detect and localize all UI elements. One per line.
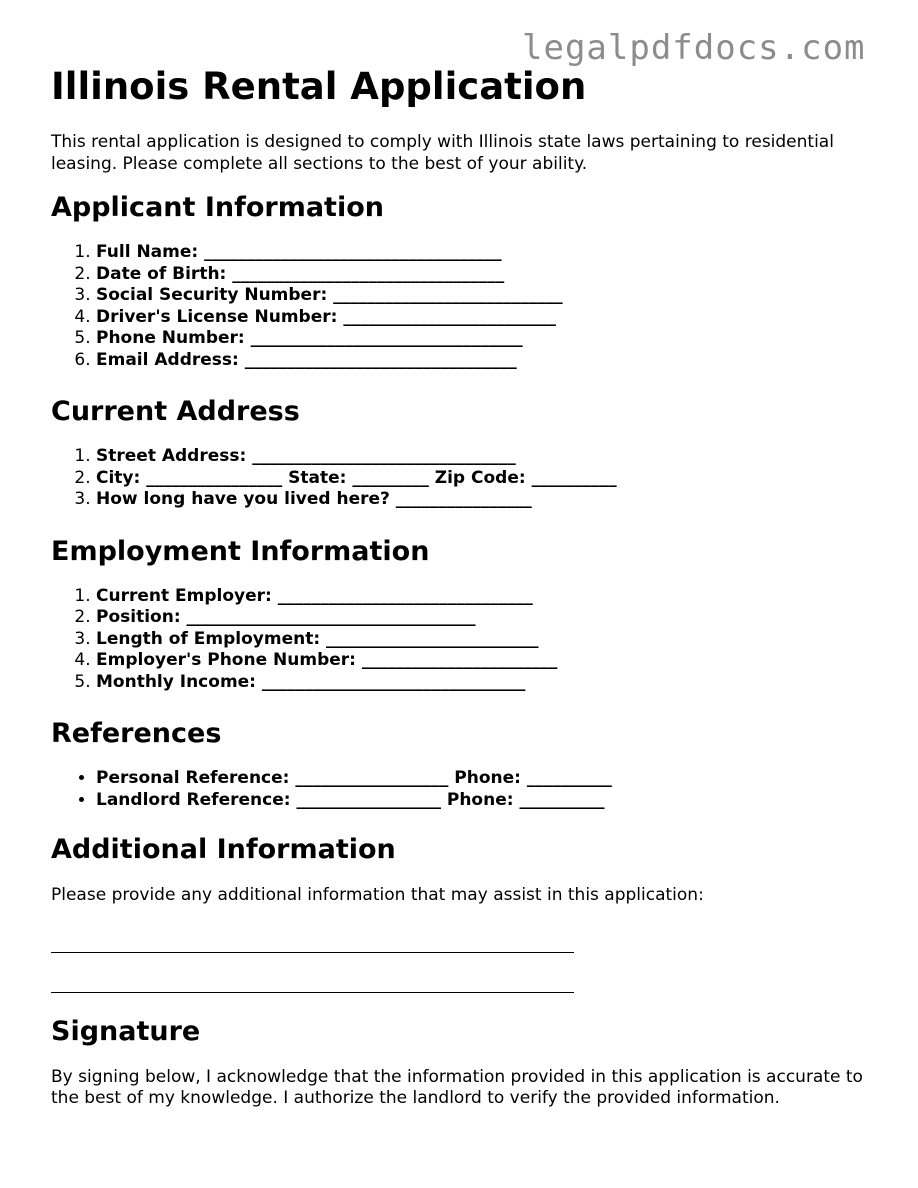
field-employer-phone[interactable]: 4. Employer's Phone Number: _______________________ [96, 650, 881, 672]
field-ssn[interactable]: 3. Social Security Number: ___________________________ [96, 285, 881, 307]
field-email[interactable]: 6. Email Address: ________________________________ [96, 350, 881, 372]
section-heading-employment: Employment Information [51, 535, 430, 567]
field-phone[interactable]: 5. Phone Number: ________________________________ [96, 328, 881, 350]
section-heading-references: References [51, 718, 222, 749]
additional-info-line-2[interactable] [51, 974, 574, 993]
section-heading-additional: Additional Information [51, 834, 396, 865]
references-list [51, 768, 881, 811]
page-title: Illinois Rental Application [51, 65, 587, 108]
employment-list [51, 586, 881, 694]
field-current-employer[interactable]: 1. Current Employer: ______________________________ [96, 586, 881, 608]
additional-info-line-1[interactable] [51, 934, 574, 953]
additional-info-prompt: Please provide any additional information that may assist in this application: [51, 885, 704, 905]
field-full-name[interactable]: 1. Full Name: ___________________________________ [96, 242, 881, 264]
field-city-state-zip[interactable]: 2. City: ________________ State: _________ Zip Code: __________ [96, 468, 881, 490]
section-heading-address: Current Address [51, 396, 300, 427]
section-heading-applicant: Applicant Information [51, 192, 384, 223]
applicant-list [51, 242, 881, 371]
field-street-address[interactable]: 1. Street Address: _______________________________ [96, 446, 881, 468]
field-duration-at-address[interactable]: 3. How long have you lived here? ________________ [96, 489, 881, 511]
address-list [51, 446, 881, 511]
section-heading-signature: Signature [51, 1015, 201, 1047]
field-monthly-income[interactable]: 5. Monthly Income: _______________________________ [96, 672, 881, 694]
document [51, 64, 881, 1110]
field-position[interactable]: 2. Position: __________________________________ [96, 607, 881, 629]
intro-paragraph: This rental application is designed to comply with Illinois state laws pertaining to residential leasing. Please complete all sections to the best of your ability. [51, 132, 834, 174]
field-date-of-birth[interactable]: 2. Date of Birth: ________________________________ [96, 264, 881, 286]
field-landlord-reference[interactable]: • Landlord Reference: _________________ Phone: __________ [96, 790, 881, 812]
field-personal-reference[interactable]: • Personal Reference: __________________ Phone: __________ [96, 768, 881, 790]
field-length-of-employment[interactable]: 3. Length of Employment: _________________________ [96, 629, 881, 651]
signature-statement: By signing below, I acknowledge that the information provided in this application is accurate to the best of my knowledge. I authorize the landlord to verify the provided information. [51, 1066, 863, 1108]
watermark: legalpdfdocs.com [522, 28, 866, 68]
field-drivers-license[interactable]: 4. Driver's License Number: _________________________ [96, 307, 881, 329]
